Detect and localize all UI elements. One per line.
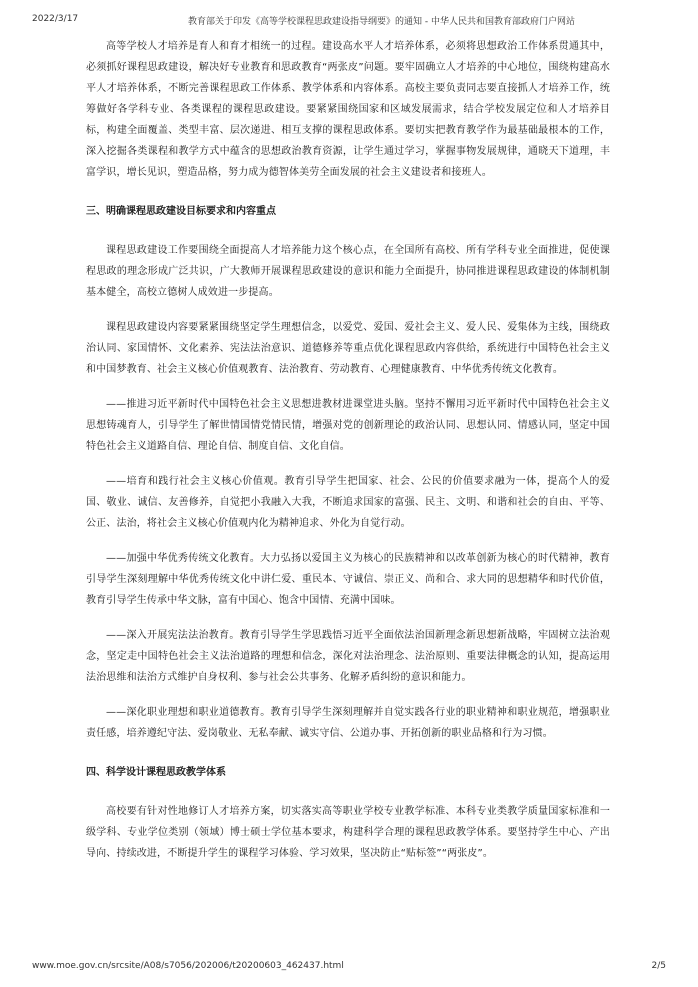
page-number: 2/5: [651, 961, 666, 971]
print-date: 2022/3/17: [32, 14, 79, 24]
section-heading-4: 四、科学设计课程思政教学体系: [86, 767, 226, 778]
paragraph-core-values: ——培育和践行社会主义核心价值观。教育引导学生把国家、社会、公民的价值要求融为一体，提高个人的爱国、敬业、诚信、友善修养，自觉把小我融入大我，不断追求国家的富强、民主、文明、和谐和社会的自由、平等、公正、法治，将社会主义核心价值观内化为精神追求、外化为自觉行动。: [86, 476, 610, 529]
page-title: 教育部关于印发《高等学校课程思政建设指导纲要》的通知 - 中华人民共和国教育部政府门户网站: [188, 17, 575, 27]
paragraph-xi-thought: ——推进习近平新时代中国特色社会主义思想进教材进课堂进头脑。坚持不懈用习近平新时代中国特色社会主义思想铸魂育人，引导学生了解世情国情党情民情，增强对党的创新理论的政治认同、思想认同、情感认同，坚定中国特色社会主义道路自信、理论自信、制度自信、文化自信。: [86, 399, 610, 452]
paragraph-content: 课程思政建设内容要紧紧围绕坚定学生理想信念，以爱党、爱国、爱社会主义、爱人民、爱集体为主线，围绕政治认同、家国情怀、文化素养、宪法法治意识、道德修养等重点优化课程思政内容供给，系统进行中国特色社会主义和中国梦教育、社会主义核心价值观教育、法治教育、劳动教育、心理健康教育、中华优秀传统文化教育。: [86, 322, 610, 375]
paragraph-teaching-system: 高校要有针对性地修订人才培养方案，切实落实高等职业学校专业教学标准、本科专业类教学质量国家标准和一级学科、专业学位类别（领域）博士硕士学位基本要求，构建科学合理的课程思政教学体系。要坚持学生中心、产出导向、持续改进，不断提升学生的课程学习体验、学习效果，坚决防止“贴标签”“两张皮”。: [86, 806, 610, 859]
paragraph-goals: 课程思政建设工作要围绕全面提高人才培养能力这个核心点，在全国所有高校、所有学科专业全面推进，促使课程思政的理念形成广泛共识，广大教师开展课程思政建设的意识和能力全面提升，协同推进课程思政建设的体制机制基本健全，高校立德树人成效进一步提高。: [86, 245, 610, 298]
source-url[interactable]: www.moe.gov.cn/srcsite/A08/s7056/202006/t20200603_462437.html: [32, 961, 344, 971]
article-body: [86, 36, 610, 864]
paragraph-talent-cultivation: 高等学校人才培养是育人和育才相统一的过程。建设高水平人才培养体系，必须将思想政治工作体系贯通其中，必须抓好课程思政建设，解决好专业教育和思政教育“两张皮”问题。要牢固确立人才培养的中心地位，围绕构建高水平人才培养体系，不断完善课程思政工作体系、教学体系和内容体系。高校主要负责同志要直接抓人才培养工作，统筹做好各学科专业、各类课程的课程思政建设。要紧紧围绕国家和区域发展需求，结合学校发展定位和人才培养目标，构建全面覆盖、类型丰富、层次递进、相互支撑的课程思政体系。要切实把教育教学作为最基础最根本的工作，深入挖掘各类课程和教学方式中蕴含的思想政治教育资源，让学生通过学习，掌握事物发展规律，通晓天下道理，丰富学识，增长见识，塑造品格，努力成为德智体美劳全面发展的社会主义建设者和接班人。: [86, 41, 610, 178]
paragraph-rule-of-law: ——深入开展宪法法治教育。教育引导学生学思践悟习近平全面依法治国新理念新思想新战略，牢固树立法治观念，坚定走中国特色社会主义法治道路的理想和信念，深化对法治理念、法治原则、重要法律概念的认知，提高运用法治思维和法治方式维护自身权利、参与社会公共事务、化解矛盾纠纷的意识和能力。: [86, 630, 610, 683]
section-heading-3: 三、明确课程思政建设目标要求和内容重点: [86, 206, 276, 217]
paragraph-traditional-culture: ——加强中华优秀传统文化教育。大力弘扬以爱国主义为核心的民族精神和以改革创新为核心的时代精神，教育引导学生深刻理解中华优秀传统文化中讲仁爱、重民本、守诚信、崇正义、尚和合、求大同的思想精华和时代价值，教育引导学生传承中华文脉，富有中国心、饱含中国情、充满中国味。: [86, 553, 610, 606]
paragraph-professional-ethics: ——深化职业理想和职业道德教育。教育引导学生深刻理解并自觉实践各行业的职业精神和职业规范，增强职业责任感，培养遵纪守法、爱岗敬业、无私奉献、诚实守信、公道办事、开拓创新的职业品格和行为习惯。: [86, 707, 610, 739]
